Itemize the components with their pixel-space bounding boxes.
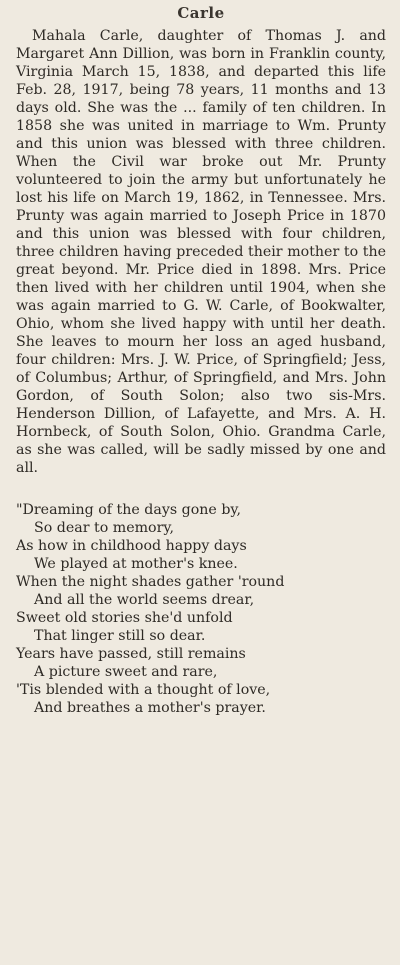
poem-line: "Dreaming of the days gone by, — [16, 502, 242, 518]
obituary-body: Mahala Carle, daughter of Thomas J. and Margaret Ann Dillion, was born in Franklin county, Virginia March 15, 1838, and departed this life Feb. 28, 1917, being 78 years, 11 months and 13 days old. She was the ... family of ten children. In 1858 she was united in marriage to Wm. Prunty and this union was blessed with three children. When the Civil war broke out Mr. Prunty volunteered to join the army but unfortunately he lost his life on March 19, 1862, in Tennessee. Mrs. Prunty was again married to Joseph Price in 1870 and this union was blessed with four children, three children having preceded their mother to the great beyond. Mr. Price died in 1898. Mrs. Price then lived with her children until 1904, when she was again married to G. W. Carle, of Bookwalter, Ohio, whom she lived happy with until her death. She leaves to mourn her loss an aged husband, four children: Mrs. J. W. Price, of Springfield; Jess, of Columbus; Arthur, of Springfield, and Mrs. John Gordon, of South Solon; also two sis-Mrs. Henderson Dillion, of Lafayette, and Mrs. A. H. Hornbeck, of South Solon, Ohio. Grandma Carle, as she was called, will be sadly missed by one and all. — [16, 28, 386, 476]
poem-line: A picture sweet and rare, — [34, 664, 218, 680]
poem-line: When the night shades gather 'round — [16, 574, 285, 590]
poem — [16, 501, 386, 717]
poem-line: Years have passed, still remains — [16, 646, 246, 662]
poem-line: 'Tis blended with a thought of love, — [16, 682, 271, 698]
poem-line: And breathes a mother's prayer. — [34, 700, 266, 716]
poem-line: So dear to memory, — [34, 520, 175, 536]
poem-line: And all the world seems drear, — [34, 592, 255, 608]
poem-line: That linger still so dear. — [34, 628, 206, 644]
poem-line: We played at mother's knee. — [34, 556, 238, 572]
poem-line: Sweet old stories she'd unfold — [16, 610, 233, 626]
obituary-title: Carle — [177, 4, 225, 22]
poem-line: As how in childhood happy days — [16, 538, 247, 554]
